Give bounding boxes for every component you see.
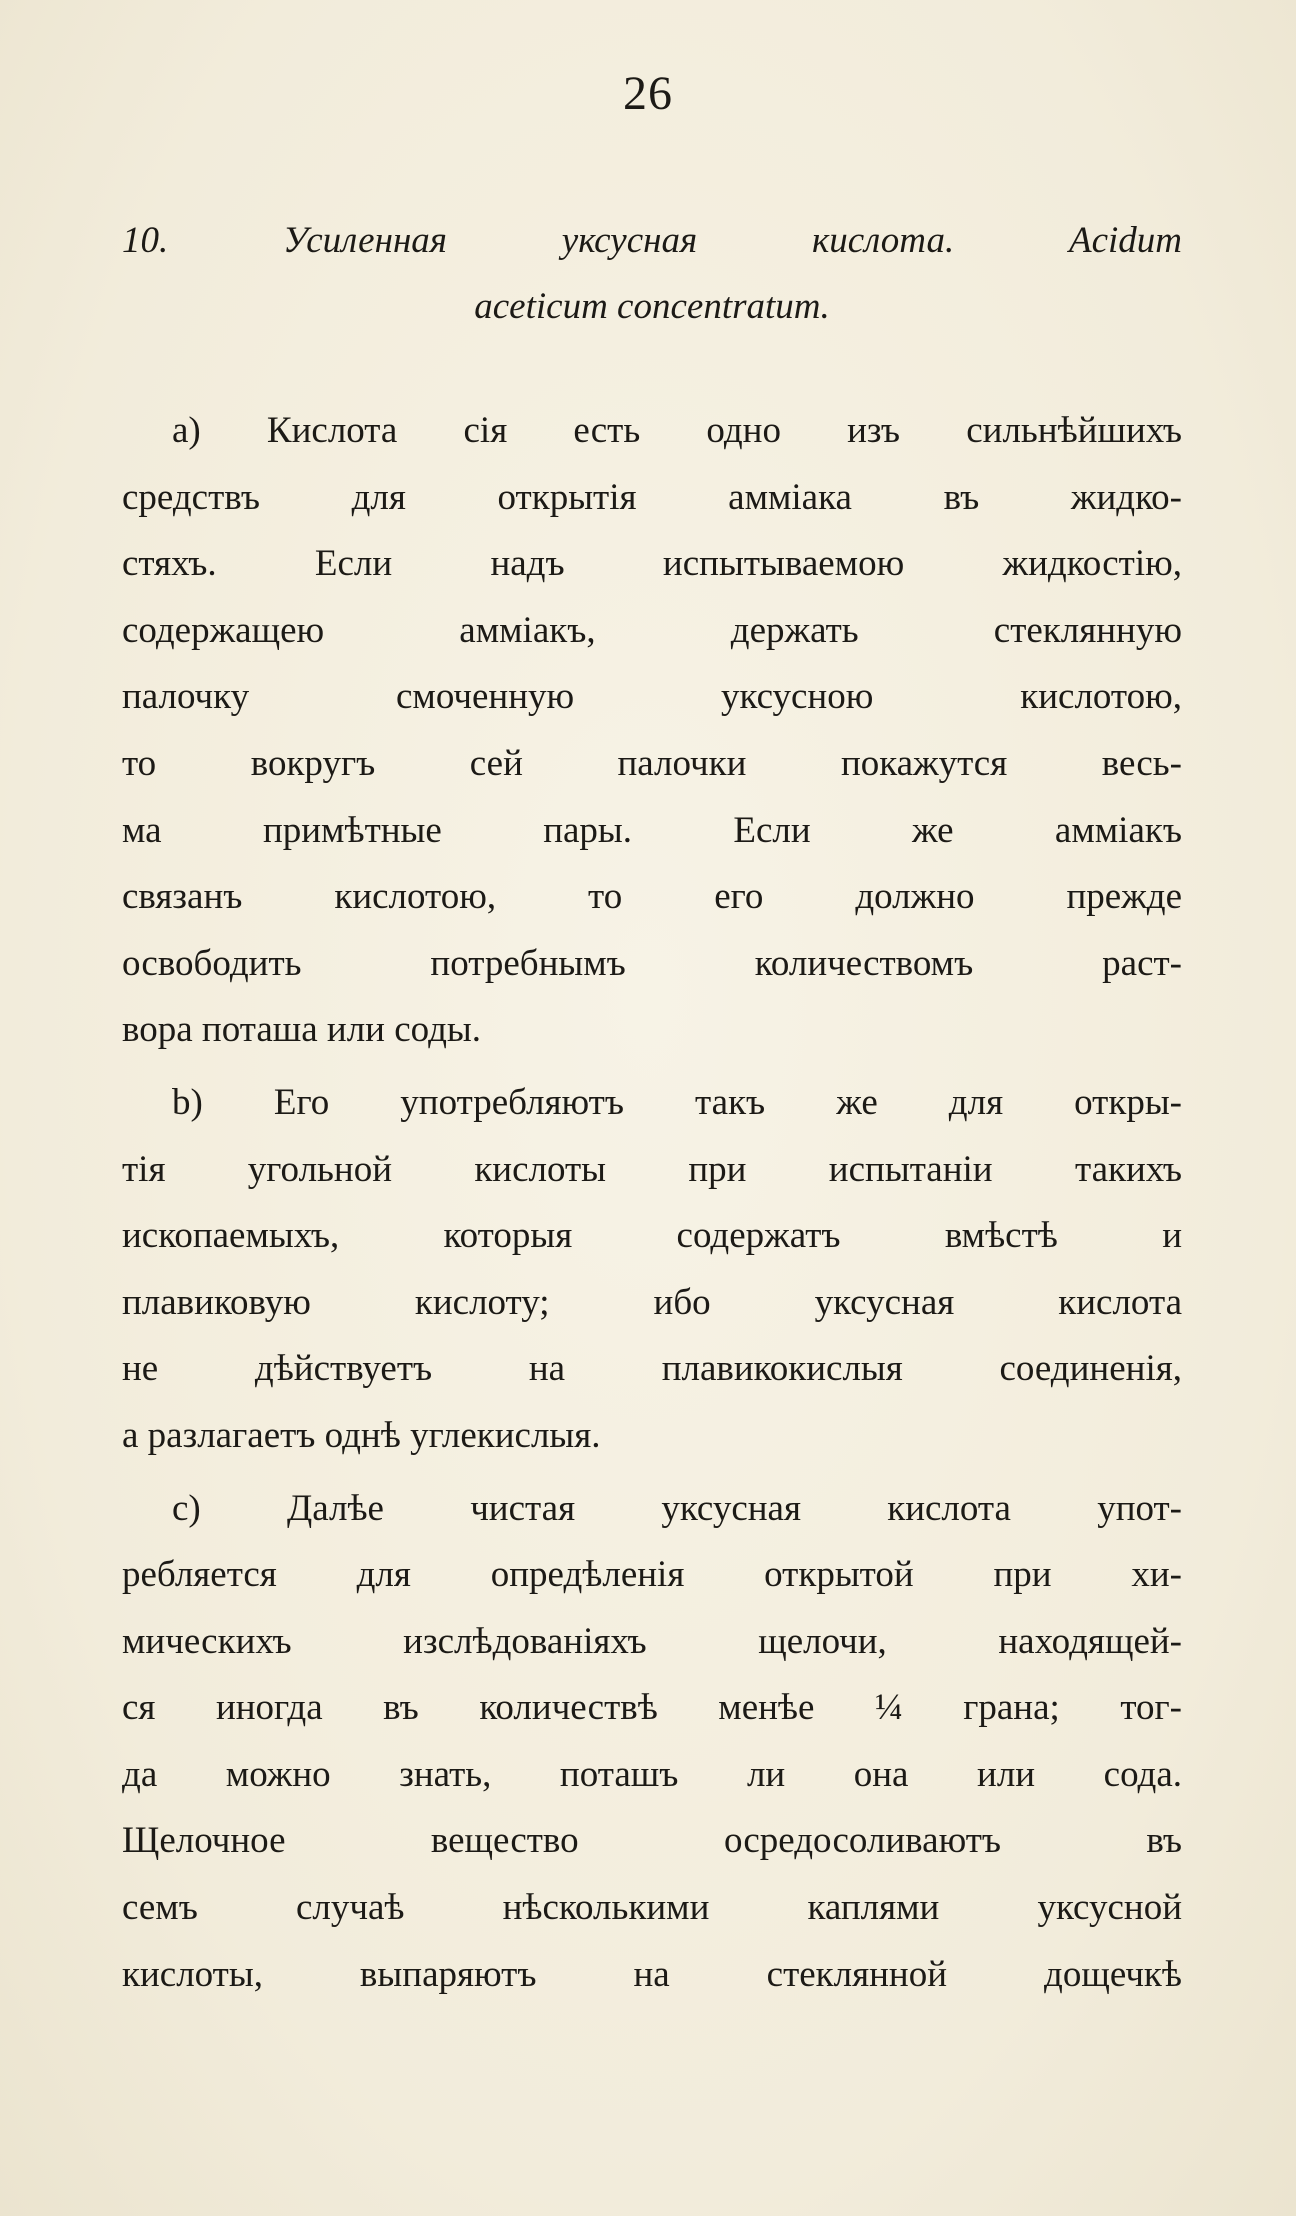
paragraph-c: [122, 1476, 1182, 2009]
page-number: 26: [623, 67, 673, 120]
section-heading-line-2: aceticum concentratum.: [474, 286, 830, 327]
text-line: ся иногда въ количествѣ менѣе ¼ грана; тог-: [122, 1687, 1182, 1729]
paragraph-b: [122, 1070, 1182, 1470]
text-line: тія угольной кислоты при испытаніи такихъ: [122, 1148, 1182, 1190]
text-line: c) Далѣе чистая уксусная кислота упот-: [172, 1487, 1182, 1529]
paragraph-a: [122, 398, 1182, 1064]
text-line: кислоты, выпаряютъ на стеклянной дощечкѣ: [122, 1953, 1182, 1995]
text-line: b) Его употребляютъ такъ же для откры-: [172, 1081, 1182, 1123]
text-line: то вокругъ сей палочки покажутся весь-: [122, 742, 1182, 784]
text-line: семъ случаѣ нѣсколькими каплями уксусной: [122, 1887, 1182, 1929]
text-line: вора поташа или соды.: [122, 1009, 482, 1051]
text-line: стяхъ. Если надъ испытываемою жидкостію,: [122, 543, 1182, 585]
text-line: ребляется для опредѣленія открытой при хи-: [122, 1554, 1182, 1596]
text-line: Щелочное вещество осредосоливаютъ въ: [122, 1820, 1182, 1862]
text-line: содержащею аммiакъ, держать стеклянную: [122, 609, 1182, 651]
text-line: освободить потребнымъ количествомъ раст-: [122, 942, 1182, 984]
text-line: да можно знать, поташъ ли она или сода.: [122, 1753, 1182, 1795]
text-line: связанъ кислотою, то его должно прежде: [122, 876, 1182, 918]
text-line: средствъ для открытія аммiака въ жидко-: [122, 476, 1182, 518]
section-heading-line-1: 10. Усиленная уксусная кислота. Acidum: [122, 220, 1182, 261]
text-block: [122, 208, 1182, 2008]
text-line: а разлагаетъ однѣ углекислыя.: [122, 1414, 601, 1456]
text-line: ма примѣтные пары. Если же аммiакъ: [122, 809, 1182, 851]
text-line: плавиковую кислоту; ибо уксусная кислота: [122, 1281, 1182, 1323]
heading-gap: [122, 340, 1182, 398]
text-line: a) Кислота сія есть одно изъ сильнѣйшихъ: [172, 410, 1182, 451]
text-line: палочку смоченную уксусною кислотою,: [122, 676, 1182, 718]
text-line: ископаемыхъ, которыя содержатъ вмѣстѣ и: [122, 1215, 1182, 1257]
text-line: не дѣйствуетъ на плавикокислыя соединенія,: [122, 1348, 1182, 1390]
text-line: мическихъ изслѣдованіяхъ щелочи, находящей-: [122, 1620, 1182, 1662]
